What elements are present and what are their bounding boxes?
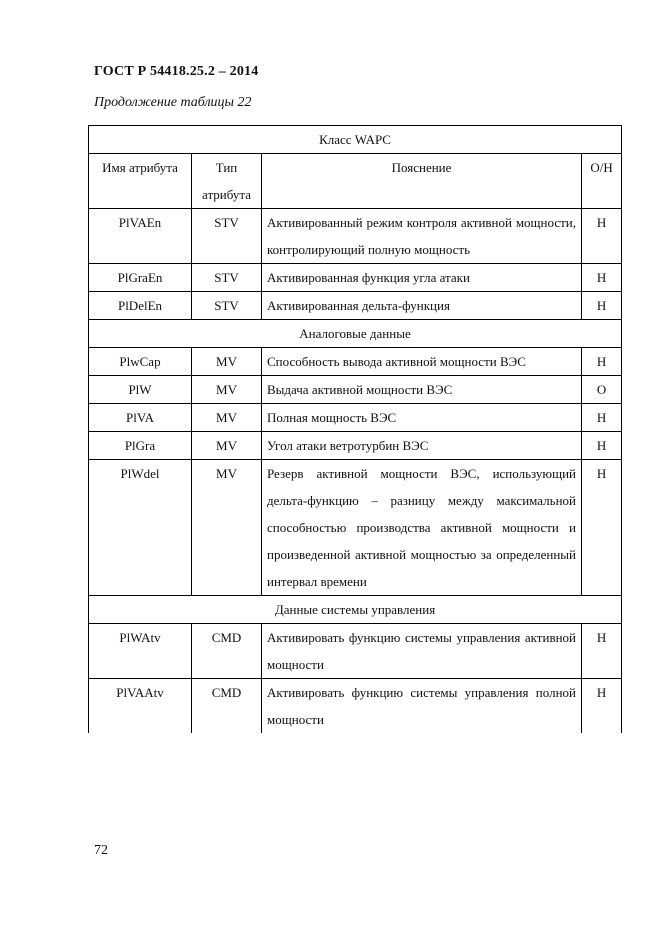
attribute-mo: Н bbox=[582, 264, 622, 292]
attribute-description: Резерв активной мощности ВЭС, использующий дельта-функцию – разницу между максимальной способностью производства активной мощности и произведенной активной мощностью за определенный интервал времени bbox=[262, 460, 582, 596]
attribute-mo: Н bbox=[582, 348, 622, 376]
attribute-description: Активированная функция угла атаки bbox=[262, 264, 582, 292]
attribute-description: Способность вывода активной мощности ВЭС bbox=[262, 348, 582, 376]
attribute-name: PlVA bbox=[89, 404, 192, 432]
attribute-name: PlWdel bbox=[89, 460, 192, 596]
section-row bbox=[89, 596, 622, 624]
table-row bbox=[89, 460, 622, 596]
attribute-name: PlGra bbox=[89, 432, 192, 460]
table-row bbox=[89, 404, 622, 432]
attribute-description: Полная мощность ВЭС bbox=[262, 404, 582, 432]
table-row bbox=[89, 376, 622, 404]
attribute-mo: Н bbox=[582, 679, 622, 734]
table-row bbox=[89, 679, 622, 734]
attribute-name: PlWAtv bbox=[89, 624, 192, 679]
attribute-mo: Н bbox=[582, 460, 622, 596]
attribute-description: Активировать функцию системы управления активной мощности bbox=[262, 624, 582, 679]
attribute-type: MV bbox=[192, 460, 262, 596]
column-header-mo: О/Н bbox=[582, 154, 622, 209]
attribute-type: MV bbox=[192, 432, 262, 460]
table-row bbox=[89, 264, 622, 292]
table-continuation-caption: Продолжение таблицы 22 bbox=[94, 95, 252, 110]
attribute-name: PlwCap bbox=[89, 348, 192, 376]
attribute-mo: Н bbox=[582, 209, 622, 264]
class-title-row bbox=[89, 126, 622, 154]
column-header-explanation: Пояснение bbox=[262, 154, 582, 209]
attribute-mo: О bbox=[582, 376, 622, 404]
attribute-type: STV bbox=[192, 264, 262, 292]
table-row bbox=[89, 432, 622, 460]
class-title: Класс WAPC bbox=[89, 126, 622, 154]
attribute-type: CMD bbox=[192, 624, 262, 679]
attribute-type: CMD bbox=[192, 679, 262, 734]
attribute-description: Активировать функцию системы управления полной мощности bbox=[262, 679, 582, 734]
attribute-description: Активированная дельта-функция bbox=[262, 292, 582, 320]
attribute-name: PlVAEn bbox=[89, 209, 192, 264]
column-header-type: Тип атрибута bbox=[192, 154, 262, 209]
attribute-type: STV bbox=[192, 292, 262, 320]
table-row bbox=[89, 348, 622, 376]
attribute-type: MV bbox=[192, 376, 262, 404]
attribute-type: STV bbox=[192, 209, 262, 264]
attribute-description: Угол атаки ветротурбин ВЭС bbox=[262, 432, 582, 460]
attribute-name: PlDelEn bbox=[89, 292, 192, 320]
attribute-mo: Н bbox=[582, 404, 622, 432]
column-header-row bbox=[89, 154, 622, 209]
attribute-name: PlW bbox=[89, 376, 192, 404]
document-title: ГОСТ Р 54418.25.2 – 2014 bbox=[94, 64, 259, 79]
attribute-type: MV bbox=[192, 404, 262, 432]
attribute-name: PlVAAtv bbox=[89, 679, 192, 734]
attribute-mo: Н bbox=[582, 292, 622, 320]
table-row bbox=[89, 209, 622, 264]
table-row bbox=[89, 624, 622, 679]
attribute-description: Выдача активной мощности ВЭС bbox=[262, 376, 582, 404]
attribute-description: Активированный режим контроля активной мощности, контролирующий полную мощность bbox=[262, 209, 582, 264]
attribute-name: PlGraEn bbox=[89, 264, 192, 292]
section-control-system-data: Данные системы управления bbox=[89, 596, 622, 624]
attribute-mo: Н bbox=[582, 432, 622, 460]
page-number: 72 bbox=[94, 843, 108, 858]
section-row bbox=[89, 320, 622, 348]
section-analog-data: Аналоговые данные bbox=[89, 320, 622, 348]
attribute-mo: Н bbox=[582, 624, 622, 679]
wapc-attribute-table bbox=[88, 125, 622, 733]
table-row bbox=[89, 292, 622, 320]
attribute-type: MV bbox=[192, 348, 262, 376]
column-header-name: Имя атрибута bbox=[89, 154, 192, 209]
